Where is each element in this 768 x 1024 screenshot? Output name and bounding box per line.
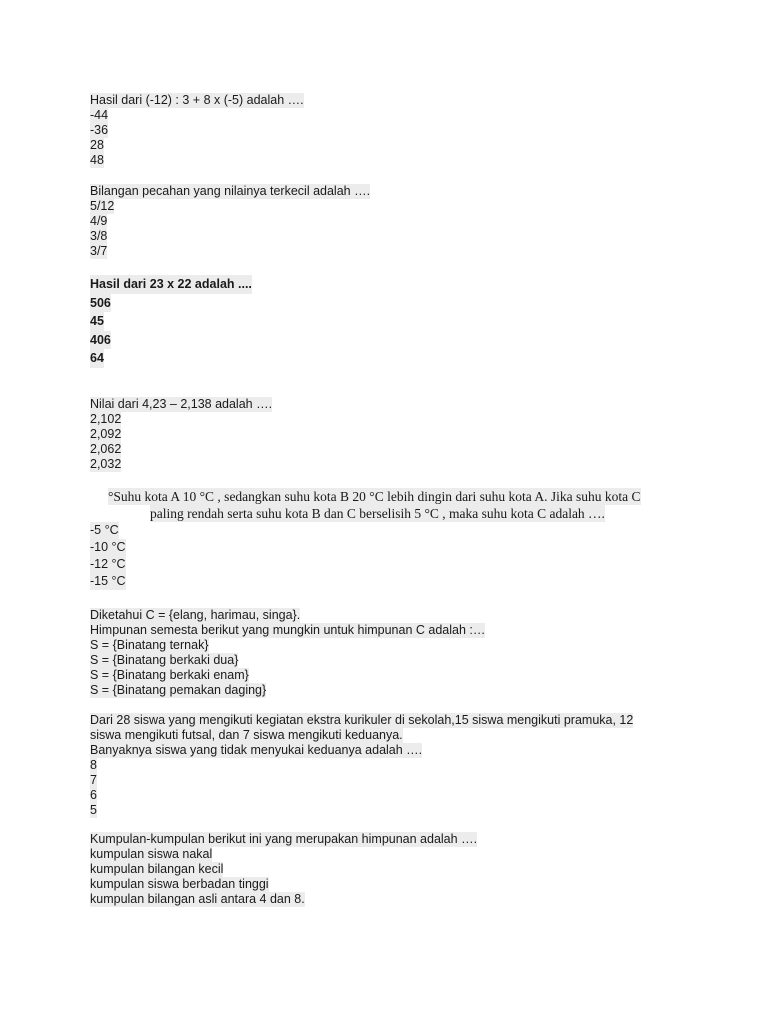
question-prompt-line-2: Himpunan semesta berikut yang mungkin untuk himpunan C adalah :…	[90, 623, 486, 637]
question-prompt: Bilangan pecahan yang nilainya terkecil adalah ….	[90, 184, 371, 198]
option-b: 2,092	[90, 427, 122, 441]
option-b: -36	[90, 123, 109, 137]
option-d: 3/7	[90, 244, 108, 258]
option-d: 2,032	[90, 457, 122, 471]
question-prompt-line-1: Dari 28 siswa yang mengikuti kegiatan ekstra kurikuler di sekolah,15 siswa mengikuti pramuka, 12	[90, 713, 634, 727]
question-6	[90, 608, 690, 698]
option-c: 2,062	[90, 442, 122, 456]
option-d: 5	[90, 803, 97, 817]
option-d: 48	[90, 153, 104, 167]
option-b: 4/9	[90, 214, 108, 228]
question-prompt: Nilai dari 4,23 – 2,138 adalah ….	[90, 397, 273, 411]
question-prompt: Hasil dari 23 x 22 adalah ....	[90, 275, 252, 294]
option-a: 8	[90, 758, 97, 772]
question-prompt-line-2: siswa mengikuti futsal, dan 7 siswa mengikuti keduanya.	[90, 728, 403, 742]
option-a: 506	[90, 294, 111, 313]
question-prompt-line-3: Banyaknya siswa yang tidak menyukai keduanya adalah ….	[90, 743, 423, 757]
option-a: kumpulan siswa nakal	[90, 847, 213, 861]
option-c: kumpulan siswa berbadan tinggi	[90, 877, 269, 891]
option-b: 45	[90, 312, 104, 331]
question-1	[90, 93, 690, 168]
option-a: S = {Binatang ternak}	[90, 638, 209, 652]
option-d: -15 °C	[90, 574, 126, 588]
question-3	[90, 275, 690, 368]
option-c: -12 °C	[90, 557, 126, 571]
question-prompt-line-1: Diketahui C = {elang, harimau, singa}.	[90, 608, 301, 622]
option-a: 2,102	[90, 412, 122, 426]
option-c: S = {Binatang berkaki enam}	[90, 668, 249, 682]
option-d: 64	[90, 349, 104, 368]
option-b: 7	[90, 773, 97, 787]
option-b: S = {Binatang berkaki dua}	[90, 653, 239, 667]
question-prompt: Kumpulan-kumpulan berikut ini yang merupakan himpunan adalah ….	[90, 832, 478, 846]
option-d: S = {Binatang pemakan daging}	[90, 683, 267, 697]
option-c: 6	[90, 788, 97, 802]
option-a: 5/12	[90, 199, 115, 213]
question-prompt-line-2: paling rendah serta suhu kota B dan C berselisih 5 °C , maka suhu kota C adalah ….	[150, 506, 605, 521]
option-a: -44	[90, 108, 109, 122]
question-prompt-line-1: °Suhu kota A 10 °C , sedangkan suhu kota B 20 °C lebih dingin dari suhu kota A. Jika suhu kota C	[108, 489, 641, 504]
question-7	[90, 713, 730, 818]
question-prompt: Hasil dari (-12) : 3 + 8 x (-5) adalah ….	[90, 93, 304, 107]
option-b: kumpulan bilangan kecil	[90, 862, 224, 876]
option-b: -10 °C	[90, 540, 126, 554]
question-5	[90, 488, 690, 590]
question-2	[90, 184, 690, 259]
option-d: kumpulan bilangan asli antara 4 dan 8.	[90, 892, 305, 906]
option-c: 406	[90, 331, 111, 350]
option-a: -5 °C	[90, 523, 119, 537]
question-8	[90, 832, 690, 907]
question-4	[90, 397, 690, 472]
option-c: 28	[90, 138, 104, 152]
option-c: 3/8	[90, 229, 108, 243]
